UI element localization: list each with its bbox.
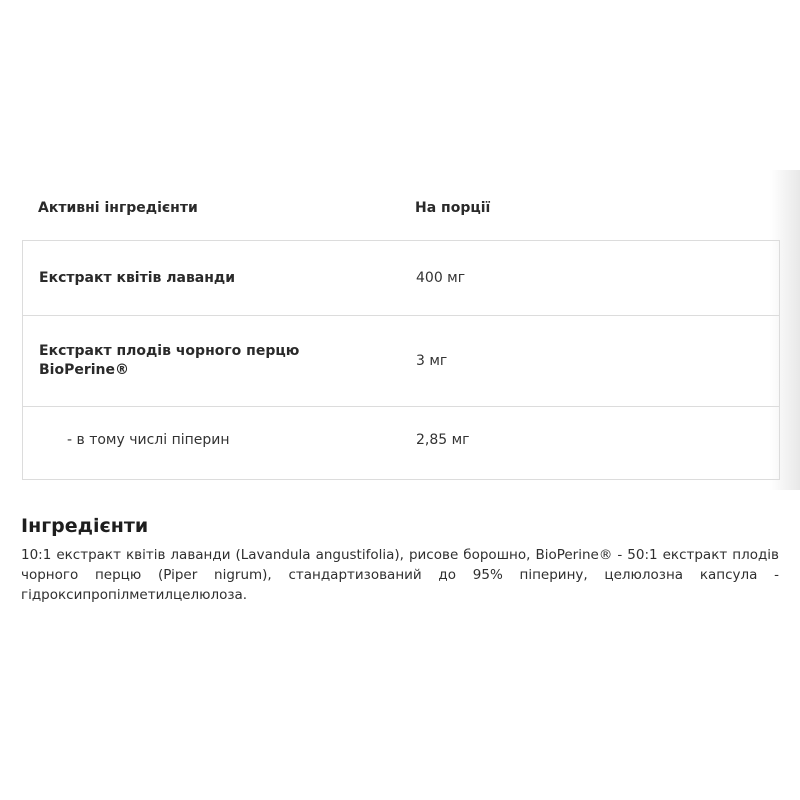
table-row [23, 316, 779, 407]
row-name: - в тому числі піперин [67, 432, 230, 448]
row-value: 3 мг [416, 353, 448, 369]
table-row [23, 407, 779, 479]
row-name: Екстракт плодів чорного перцю BioPerine® [39, 343, 300, 378]
ingredients-title: Інгредієнти [21, 515, 149, 537]
ingredients-text: 10:1 екстракт квітів лаванди (Lavandula angustifolia), рисове борошно, BioPerine® - 50:1 екстракт плодів чорного перцю (Piper nigrum), стандартизований до 95% піперину, целюлозна капсула - гідроксипропілметилцелюлоза. [21, 547, 779, 603]
row-value: 2,85 мг [416, 432, 470, 448]
header-ingredient: Активні інгредієнти [38, 200, 198, 216]
table-row [23, 241, 779, 316]
row-value: 400 мг [416, 270, 466, 286]
row-name: Екстракт квітів лаванди [39, 270, 236, 286]
nutrition-table [22, 173, 780, 448]
table-body [22, 240, 780, 480]
header-per-serving: На порції [415, 200, 491, 216]
table-header [22, 173, 780, 240]
